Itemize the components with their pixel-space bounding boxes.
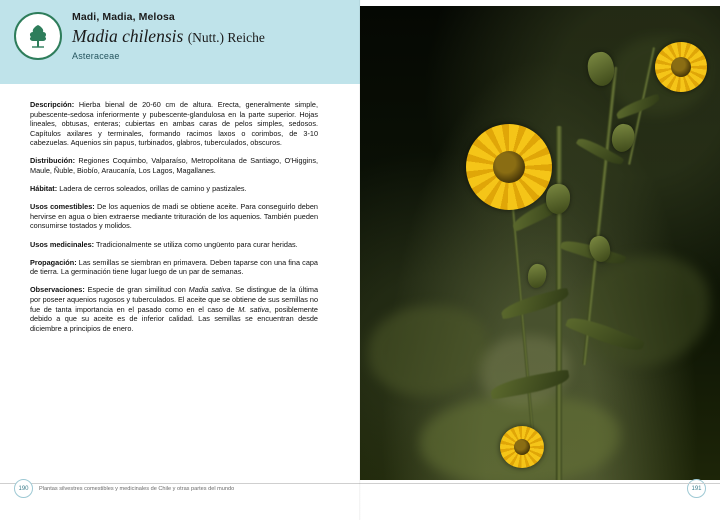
species-italic-2: M. sativa — [238, 304, 269, 314]
section-body-3: , posiblemente debido a que su aceite es de inferior calidad. Las semillas se encuentran desde diciembre a principios de enero. — [30, 304, 318, 333]
section-label: Usos medicinales: — [30, 239, 95, 249]
section-label: Usos comestibles: — [30, 202, 95, 212]
species-italic-1: Madia sativa — [188, 285, 231, 295]
section-label: Descripción: — [30, 100, 75, 109]
section-body: Tradicionalmente se utiliza como ungüento para curar heridas. — [94, 239, 298, 249]
section-body: Las semillas se siembran en primavera. Deben taparse con una fina capa de tierra. La germinación tiene lugar luego de un par de semanas. — [30, 257, 318, 277]
scientific-name: Madia chilensis — [72, 26, 184, 46]
section-usos-comestibles — [30, 202, 318, 231]
page-spine — [359, 0, 361, 520]
page-number-right: 191 — [687, 479, 706, 498]
flower-head — [655, 42, 707, 92]
running-title: Plantas silvestres comestibles y medicinales de Chile y otras partes del mundo — [39, 485, 235, 492]
right-page — [360, 0, 720, 520]
scientific-author: (Nutt.) Reiche — [187, 30, 265, 45]
section-body: Hierba bienal de 20-60 cm de altura. Erecta, generalmente simple, pubescente-sedosa inferiormente y pubescente-glandulosa en la parte superior. Hojas lineales, obtusas, enteras; cubiertas en ambas caras de pelos simples, sedosos. Capítulos axilares y terminales, formando racimos laxos o corimbos, de 3-10 cabezuelas. Aquenios sin papus, turbinados, glabros, tuberculados, obscuros. — [30, 100, 318, 148]
section-body: Regiones Coquimbo, Valparaíso, Metropolitana de Santiago, O'Higgins, Maule, Ñuble, Biobío, Araucanía, Los Lagos, Magallanes. — [30, 156, 318, 176]
scientific-name-line — [72, 26, 265, 48]
section-habitat — [30, 184, 318, 194]
flower-disc — [514, 439, 530, 455]
tree-icon — [14, 12, 62, 60]
section-label: Distribución: — [30, 156, 75, 166]
flower-disc — [493, 151, 525, 183]
footer-divider-right — [360, 483, 720, 484]
species-header — [14, 10, 350, 76]
section-propagacion — [30, 258, 318, 277]
page-number-left: 190 — [14, 479, 33, 498]
section-body: De los aquenios de madi se obtiene aceite. Para conseguirlo deben hervirse en agua o bien extraerse mediante trituración de los aquenios. También pueden consumirse tostados y molidos. — [30, 202, 318, 231]
footer-left — [14, 479, 234, 498]
section-usos-medicinales — [30, 240, 318, 250]
section-body: Ladera de cerros soleados, orillas de camino y pastizales. — [57, 184, 247, 194]
common-names: Madi, Madia, Melosa — [72, 11, 175, 23]
family-name: Asteraceae — [72, 51, 120, 61]
section-label: Hábitat: — [30, 184, 58, 194]
flower-head — [466, 124, 552, 210]
description-column — [30, 100, 318, 342]
flower-disc — [671, 57, 691, 77]
section-descripcion — [30, 100, 318, 148]
section-label: Observaciones: — [30, 285, 85, 295]
section-label: Propagación: — [30, 257, 77, 267]
section-distribucion — [30, 156, 318, 175]
section-body: Especie de gran similitud con — [84, 285, 189, 295]
section-body-2: . Se distingue de la última por poseer aquenios rugosos y tuberculados. El aceite que se obtiene de sus semillas no fue de tanta importancia en el pasado como en el caso de — [30, 285, 319, 314]
title-block — [72, 10, 265, 61]
footer-right — [687, 479, 706, 498]
flower-head — [500, 426, 544, 468]
plant-photograph — [360, 6, 720, 480]
section-observaciones — [30, 285, 318, 333]
